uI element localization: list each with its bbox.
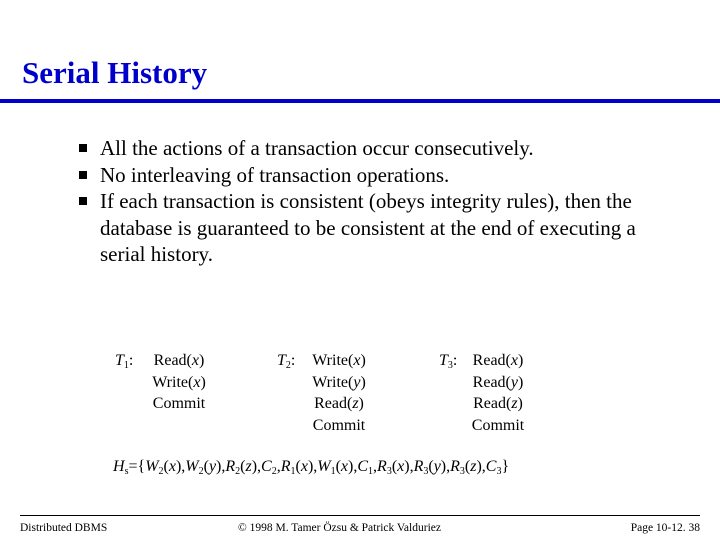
- transaction-label: $T_1$:: [115, 352, 134, 371]
- operation: Commit: [471, 416, 525, 434]
- footer-center: © 1998 M. Tamer Özsu & Patrick Valduriez: [238, 522, 441, 534]
- bullet-item: [78, 188, 678, 268]
- operation: Write(x): [312, 352, 366, 369]
- operation: Read(x): [472, 352, 524, 369]
- transaction-ops: [467, 350, 529, 436]
- serial-history: $H_s=\{W_2(x),W_2(y),R_2(z),C_2,R_1(x),W_1(x),C_1,R_3(x),R_3(y),R_3(z),C_3\}$: [113, 458, 510, 477]
- square-bullet-icon: [79, 144, 87, 152]
- square-bullet-icon: [79, 197, 87, 205]
- bullet-item: [78, 135, 678, 162]
- operation: Write(y): [312, 373, 366, 391]
- operation: Read(x): [153, 352, 205, 369]
- transaction-label: $T_2$:: [277, 352, 296, 371]
- operation: Commit: [312, 416, 366, 434]
- operation: Read(y): [472, 373, 524, 391]
- bullet-list: [78, 135, 678, 268]
- transaction-label: $T_3$:: [439, 352, 458, 371]
- square-bullet-icon: [79, 171, 87, 179]
- footer-divider: [20, 515, 700, 516]
- footer-left: Distributed DBMS: [20, 522, 108, 534]
- slide-title: Serial History: [22, 55, 208, 90]
- operation: Write(x): [152, 373, 206, 391]
- footer-right: Page 10-12. 38: [630, 522, 700, 534]
- operation: Read(z): [473, 395, 523, 412]
- transaction-ops: [149, 350, 209, 415]
- bullet-text: If each transaction is consistent (obeys integrity rules), then the database is guaranteed to be consistent at the end of executing a serial history.: [100, 189, 636, 266]
- operation: Read(z): [314, 395, 364, 412]
- title-divider: [0, 99, 720, 103]
- bullet-text: All the actions of a transaction occur consecutively.: [100, 136, 534, 160]
- bullet-text: No interleaving of transaction operations.: [100, 162, 450, 187]
- operation: Commit: [152, 395, 206, 412]
- bullet-item: [78, 162, 678, 189]
- transaction-ops: [307, 350, 371, 436]
